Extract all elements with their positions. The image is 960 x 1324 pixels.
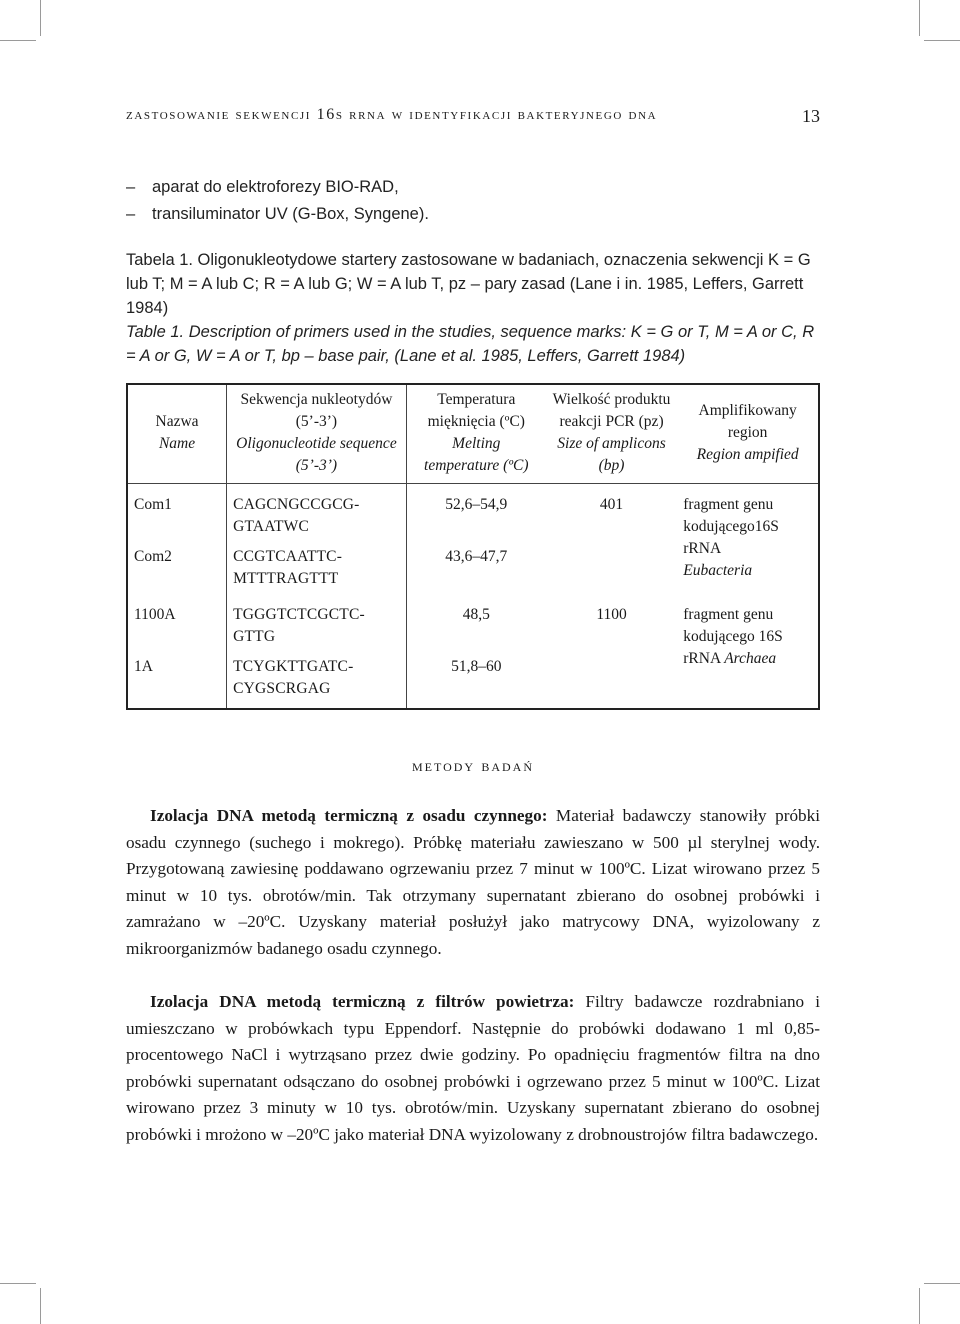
amplicon-size [546,656,677,709]
table-caption-pl: Tabela 1. Oligonukleotydowe startery zastosowane w badaniach, oznaczenia sekwencji K = G lub T; M = A lub C; R = A lub G; W = A lub T, pz – pary zasad (Lane i in. 1985, Leffers, Garrett 1984) [126,251,811,317]
crop-mark [40,1288,41,1324]
crop-mark [919,1288,920,1324]
melting-temperature: 43,6–47,7 [406,546,546,598]
paragraph-lead: Izolacja DNA metodą termiczną z filtrów powietrza: [150,992,575,1011]
paragraph [126,989,820,1148]
column-header-temperature: Temperatura mięknięcia (ºC) Melting temperature (ºC) [406,384,546,484]
list-dash: – [126,178,136,196]
table-caption [126,248,820,368]
list-item-text: aparat do elektroforezy BIO-RAD, [152,178,399,196]
primer-name: Com1 [134,496,172,513]
primer-sequence: CCGTCAATTC- MTTTRAGTTT [227,546,407,598]
paragraph-lead: Izolacja DNA metodą termiczną z osadu czynnego: [150,806,548,825]
amplicon-size: 401 [599,496,624,513]
primer-sequence: TCYGKTTGATC- CYGSCRGAG [227,656,407,709]
paragraph [126,803,820,962]
crop-mark [924,1283,960,1284]
list-item [126,174,429,201]
primer-sequence: TGGGTCTCGCTC- GTTG [227,598,407,656]
table-header-row [127,384,819,484]
primer-name: 1100A [134,606,176,623]
paragraph-text: Filtry badawcze rozdrabniano i umieszczano w probówkach typu Eppendorf. Następnie do probówki dodawano 1 ml 0,85-procentowego NaCl i wytrząsano przez dwie godziny. Po opadnięciu fragmentów filtra na dno probówki supernatant odsączano do osobnej probówki i ogrzewano przez 5 minut w 100ºC. Lizat wirowano przez 3 minuty w 10 tys. obrotów/min. Uzyskany supernatant zbierano do osobnej probówki i mrożono w –20ºC jako materiał DNA wyizolowany z drobnoustrojów filtra badawczego. [126,992,820,1144]
running-head-title: zastosowanie sekwencji 16s rrna w identyfikacji bakteryjnego dna [126,106,658,123]
primers-table [126,383,820,710]
melting-temperature: 52,6–54,9 [406,484,546,547]
crop-mark [40,0,41,36]
column-header-size: Wielkość produktu reakcji PCR (pz) Size of amplicons (bp) [546,384,677,484]
list-item-text: transiluminator UV (G-Box, Syngene). [152,205,429,223]
column-header-region: Amplifikowany region Region ampified [677,384,819,484]
running-head [126,106,820,127]
amplified-region: fragment genu kodującego 16S rRNA Archaea [683,606,783,667]
melting-temperature: 51,8–60 [406,656,546,709]
melting-temperature: 48,5 [406,598,546,656]
equipment-list [126,174,429,228]
crop-mark [0,1283,36,1284]
section-title: metody badań [411,756,535,775]
crop-mark [919,0,920,36]
list-dash: – [126,205,136,223]
primer-name: Com2 [134,548,172,565]
page-number: 13 [802,106,820,126]
amplified-region: fragment genu kodującego16S rRNA Eubacteria [683,496,779,579]
primer-name: 1A [134,658,153,675]
crop-mark [0,40,36,41]
column-header-name: Nazwa Name [127,384,227,484]
amplicon-size [546,546,677,598]
primer-sequence: CAGCNGCCGCG- GTAATWC [227,484,407,547]
table-caption-en: Table 1. Description of primers used in the studies, sequence marks: K = G or T, M = A or C, R = A or G, W = A or T, bp – base pair, (Lane et al. 1985, Leffers, Garrett 1984) [126,323,815,365]
table-row [127,484,819,547]
column-header-sequence: Sekwencja nukleotydów (5’-3’) Oligonucleotide sequence (5’-3’) [227,384,407,484]
table-row [127,598,819,656]
amplicon-size: 1100 [596,606,627,623]
crop-mark [924,40,960,41]
paragraph-text: Materiał badawczy stanowiły próbki osadu czynnego (suchego i mokrego). Próbkę materiału zawieszano w 500 µl sterylnej wody. Przygotowaną zawiesinę poddawano ogrzewaniu przez 7 minut w 100ºC. Lizat wirowano przez 5 minut w 10 tys. obrotów/min. Tak otrzymany supernatant zbierano do osobnej probówki i zamrażano w –20ºC. Uzyskany materiał posłużył jako matrycowy DNA, wyizolowany z mikroorganizmów badanego osadu czynnego. [126,806,820,958]
list-item [126,201,429,228]
